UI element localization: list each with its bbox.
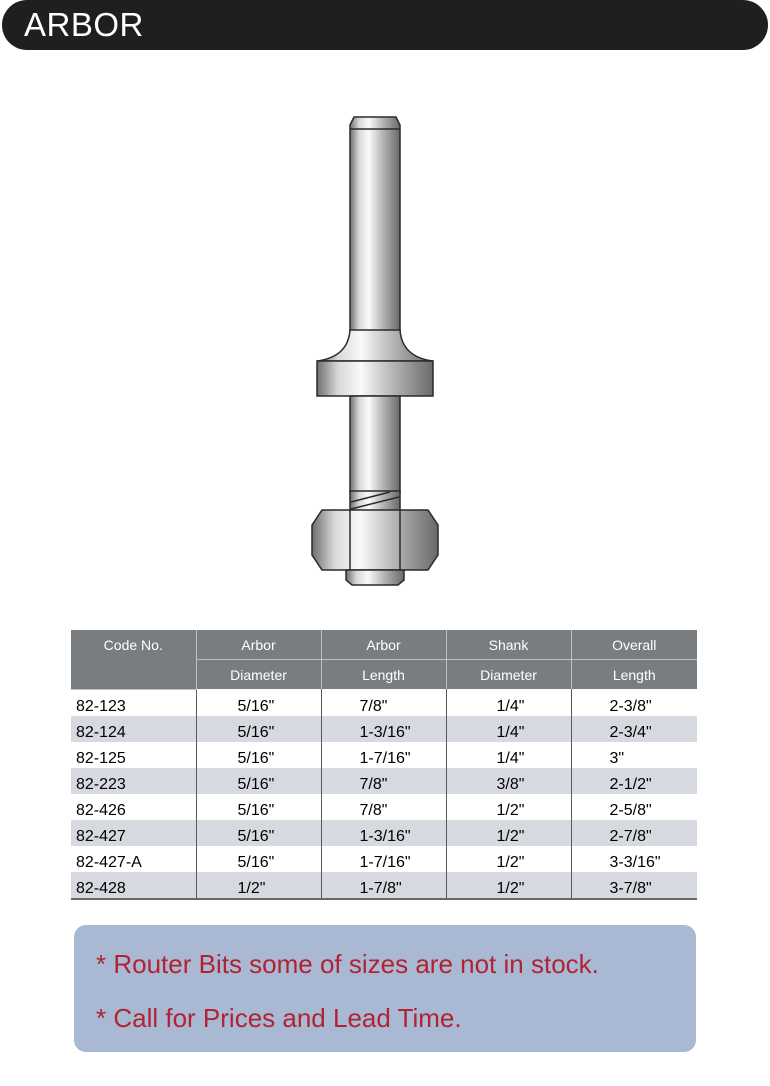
cell-overall-length: 3-7/8" <box>571 872 697 899</box>
cell-arbor-length: 1-7/16" <box>321 742 446 768</box>
table-row <box>71 794 697 820</box>
cell-overall-length: 3" <box>609 749 625 767</box>
table-row <box>71 742 697 768</box>
spec-table <box>71 630 697 900</box>
table-row <box>71 768 697 794</box>
cell-shank-diameter: 1/2" <box>446 820 571 846</box>
column-subheader-arbor-length: Length <box>321 660 446 690</box>
cell-code: 82-428 <box>71 872 196 899</box>
stock-notice-box <box>74 925 696 1052</box>
cell-overall-length: 2-3/8" <box>609 697 652 715</box>
cell-arbor-length: 1-3/16" <box>321 820 446 846</box>
cell-arbor-diameter: 5/16" <box>196 742 321 768</box>
column-subheader-overall-length: Length <box>571 660 697 690</box>
cell-arbor-length: 1-7/8" <box>321 872 446 899</box>
title-bar <box>2 0 768 50</box>
cell-arbor-diameter: 1/2" <box>196 872 321 899</box>
column-header-arbor-diameter: Arbor <box>196 630 321 660</box>
cell-arbor-length: 1-3/16" <box>321 716 446 742</box>
cell-code: 82-223 <box>71 768 196 794</box>
stock-notice-text: * Router Bits some of sizes are not in stock. <box>96 949 599 979</box>
table-row <box>71 872 697 899</box>
table-row <box>71 820 697 846</box>
column-subheader-shank-diameter: Diameter <box>446 660 571 690</box>
table-row <box>71 846 697 872</box>
cell-shank-diameter: 1/2" <box>446 846 571 872</box>
cell-overall-length: 3-3/16" <box>609 853 661 871</box>
cell-arbor-diameter: 5/16" <box>196 716 321 742</box>
cell-arbor-length: 7/8" <box>321 768 446 794</box>
cell-overall-length: 2-1/2" <box>571 768 697 794</box>
cell-arbor-length: 7/8" <box>321 794 446 820</box>
cell-shank-diameter: 1/2" <box>446 794 571 820</box>
column-header-arbor-length: Arbor <box>321 630 446 660</box>
column-header-code: Code No. <box>71 630 196 689</box>
cell-code: 82-123 <box>71 689 196 716</box>
cell-shank-diameter: 1/4" <box>446 689 571 716</box>
cell-code: 82-124 <box>71 716 196 742</box>
cell-code: 82-427 <box>71 820 196 846</box>
cell-code: 82-426 <box>71 794 196 820</box>
cell-code: 82-125 <box>71 742 196 768</box>
cell-overall-length: 2-5/8" <box>609 801 652 819</box>
cell-shank-diameter: 3/8" <box>446 768 571 794</box>
table-row <box>71 689 697 716</box>
cell-arbor-diameter: 5/16" <box>196 794 321 820</box>
table-row <box>71 716 697 742</box>
cell-shank-diameter: 1/2" <box>446 872 571 899</box>
cell-shank-diameter: 1/4" <box>446 742 571 768</box>
cell-arbor-diameter: 5/16" <box>196 768 321 794</box>
cell-arbor-diameter: 5/16" <box>196 689 321 716</box>
cell-arbor-diameter: 5/16" <box>196 820 321 846</box>
cell-code: 82-427-A <box>71 846 196 872</box>
page-title: ARBOR <box>24 6 144 43</box>
cell-arbor-length: 1-7/16" <box>321 846 446 872</box>
column-subheader-arbor-diameter: Diameter <box>196 660 321 690</box>
pricing-notice-text: * Call for Prices and Lead Time. <box>96 1003 462 1033</box>
cell-arbor-length: 7/8" <box>321 689 446 716</box>
cell-overall-length: 2-7/8" <box>571 820 697 846</box>
cell-arbor-diameter: 5/16" <box>196 846 321 872</box>
column-header-shank-diameter: Shank <box>446 630 571 660</box>
cell-overall-length: 2-3/4" <box>571 716 697 742</box>
column-header-overall-length: Overall <box>571 630 697 660</box>
router-bit-arbor-illustration <box>290 105 450 590</box>
cell-shank-diameter: 1/4" <box>446 716 571 742</box>
